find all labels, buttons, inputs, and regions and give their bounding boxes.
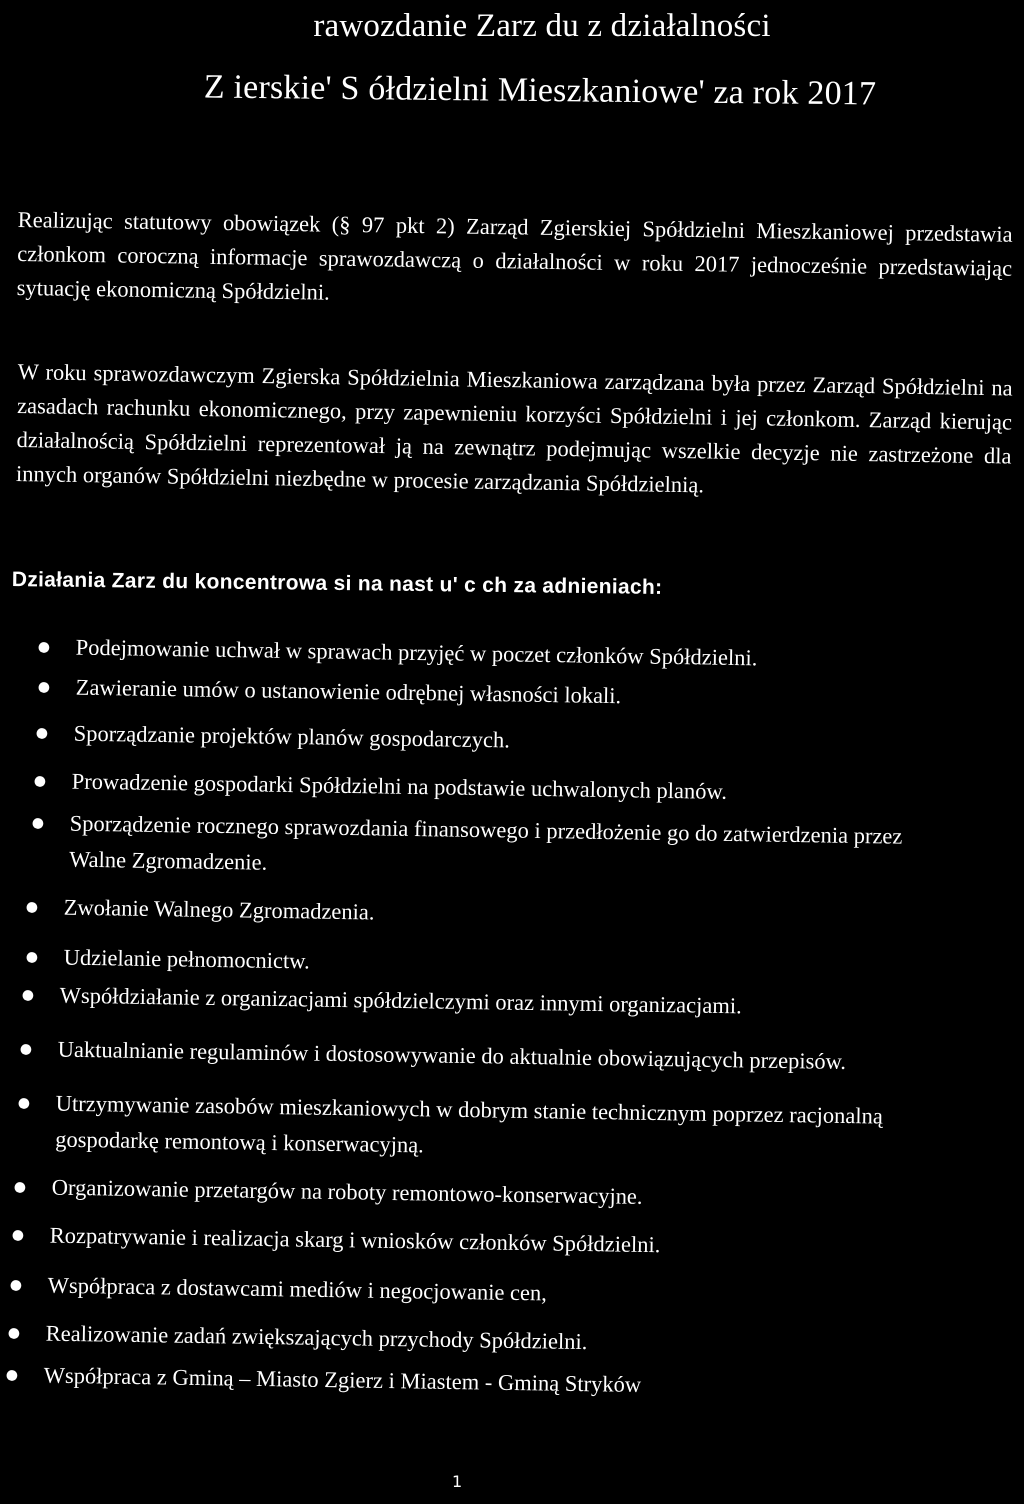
document-title-line2: Z ierskie' S ółdzielni Mieszkaniowe' za rok 2017 (203, 68, 877, 113)
intro-paragraph: Realizując statutowy obowiązek (§ 97 pkt 2) Zarząd Zgierskiej Spółdzielni Mieszkaniowej przedstawia członkom coroczną informacje sprawozdawczą o działalności w roku 2017 jednocześnie przedstawiając sytuację ekonomiczną Spółdzielni. (16, 206, 1013, 305)
document-title-line1: rawozdanie Zarz du z działalności (313, 8, 771, 44)
management-paragraph: W roku sprawozdawczym Zgierska Spółdzielnia Mieszkaniowa zarządzana była przez Zarząd Spółdzielni na zasadach rachunku ekonomicznego, przy zapewnieniu korzyści Spółdzielni i jej członkom. Zarząd kierując działalnością Spółdzielni reprezentował ją na zewnątrz podejmując wszelkie decyzje nie zastrzeżone dla innych organów Spółdzielni niezbędne w procesie zarządzania Spółdzielnią. (15, 358, 1013, 497)
list-item (26, 892, 375, 925)
list-item-text: Współpraca z Gminą – Miasto Zgierz i Miastem - Gminą Stryków (43, 1362, 642, 1397)
list-item-text: Realizowanie zadań zwiększających przychody Spółdzielni. (45, 1320, 588, 1354)
list-item-text: Zwołanie Walnego Zgromadzenia. (63, 894, 375, 925)
list-item-text: Podejmowanie uchwał w sprawach przyjęć w poczet członków Spółdzielni. (75, 634, 758, 671)
list-item-text: Udzielanie pełnomocnictw. (63, 944, 310, 974)
list-item (38, 632, 758, 671)
bullet-icon: ● (37, 638, 51, 656)
bullet-icon: ● (19, 1040, 33, 1058)
bullet-icon: ● (25, 898, 39, 916)
bullet-icon: ● (37, 678, 51, 696)
bullet-icon: ● (21, 986, 35, 1004)
bullet-icon: ● (11, 1226, 25, 1244)
list-item-text: Sporządzenie rocznego sprawozdania finansowego i przedłożenie go do zatwierdzenia przez (69, 810, 903, 849)
list-item (6, 1360, 642, 1398)
bullet-icon: ● (35, 724, 49, 742)
page-number: 1 (452, 1472, 463, 1491)
list-item (8, 1318, 588, 1355)
list-item (20, 1034, 847, 1075)
list-item-text: Współdziałanie z organizacjami spółdzielczymi oraz innymi organizacjami. (59, 982, 742, 1019)
list-item-text: Uaktualnianie regulaminów i dostosowywanie do aktualnie obowiązujących przepisów. (57, 1036, 847, 1074)
list-item (12, 1220, 661, 1258)
bullet-icon: ● (33, 772, 47, 790)
list-item (10, 1270, 548, 1306)
list-item-text: Zawieranie umów o ustanowienie odrębnej własności lokali. (75, 674, 622, 709)
list-item-text: Organizowanie przetargów na roboty remontowo-konserwacyjne. (51, 1174, 643, 1209)
list-item-text: Utrzymywanie zasobów mieszkaniowych w dobrym stanie technicznym poprzez racjonalną (55, 1090, 884, 1129)
bullet-icon: ● (17, 1094, 31, 1112)
list-item (22, 980, 742, 1019)
list-item (36, 718, 510, 753)
bullet-icon: ● (13, 1178, 27, 1196)
list-item (14, 1172, 643, 1210)
list-item-continuation: Walne Zgromadzenie. (69, 846, 268, 875)
bullet-icon: ● (7, 1324, 21, 1342)
list-item (26, 942, 310, 974)
list-item-text: Rozpatrywanie i realizacja skarg i wniosków członków Spółdzielni. (49, 1222, 661, 1258)
list-item-continuation: gospodarkę remontową i konserwacyjną. (55, 1126, 424, 1158)
list-item (34, 766, 728, 805)
list-item-text: Współpraca z dostawcami mediów i negocjowanie cen, (47, 1272, 548, 1306)
bullet-icon: ● (9, 1276, 23, 1294)
list-item (31, 808, 903, 886)
list-item-text: Prowadzenie gospodarki Spółdzielni na podstawie uchwalonych planów. (71, 768, 728, 804)
list-item (17, 1088, 883, 1165)
list-item (38, 672, 622, 709)
activities-heading: Działania Zarz du koncentrowa si na nast u' c ch za adnieniach: (11, 568, 663, 599)
bullet-icon: ● (25, 948, 39, 966)
bullet-icon: ● (31, 814, 45, 832)
list-item-text: Sporządzanie projektów planów gospodarczych. (73, 720, 511, 753)
bullet-icon: ● (5, 1366, 19, 1384)
